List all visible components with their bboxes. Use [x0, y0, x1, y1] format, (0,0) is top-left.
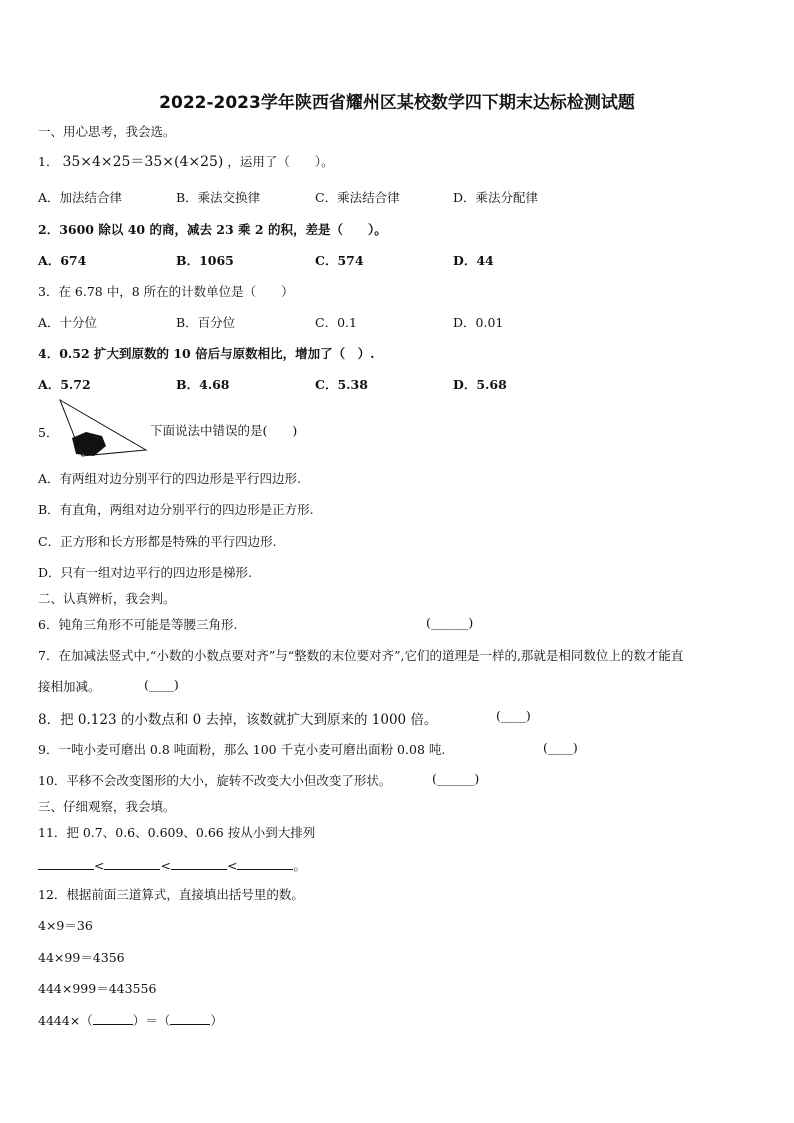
math-expression: 35×4×25＝35×(4×25) [62, 154, 224, 170]
question-8: 8．把 0.123 的小数点和 0 去掉，该数就扩大到原来的 1000 倍。 [38, 712, 438, 728]
q3-option-c: C．0.1 [315, 315, 357, 330]
q2-option-a: A．674 [38, 253, 87, 268]
page-title: 2022-2023学年陕西省耀州区某校数学四下期末达标检测试题 [159, 93, 635, 113]
end-period: 。 [293, 858, 306, 873]
answer-blank[interactable] [171, 857, 227, 870]
q3-option-b: B．百分位 [176, 315, 236, 330]
question-number: 1． [38, 154, 59, 169]
question-7-line-2: 接相加减。 [38, 679, 101, 694]
q12-equation-3: 444×999＝443556 [38, 981, 157, 996]
answer-blank[interactable] [104, 857, 160, 870]
triangle-shape-figure [58, 398, 150, 460]
q9-answer-paren: (____) [543, 740, 578, 755]
section-heading-2: 二、认真辨析，我会判。 [38, 591, 176, 606]
q2-option-c: C．574 [315, 253, 364, 268]
question-4: 4．0.52 扩大到原数的 10 倍后与原数相比，增加了（ ）. [38, 346, 375, 361]
q12-equation-2: 44×99＝4356 [38, 950, 125, 965]
q12-equation-4 [38, 1011, 223, 1029]
q6-answer-paren: (______) [426, 615, 474, 630]
less-than-sign: < [94, 858, 105, 873]
question-10: 10．平移不会改变图形的大小，旋转不改变大小但改变了形状。 [38, 773, 392, 788]
question-6: 6．钝角三角形不可能是等腰三角形. [38, 617, 238, 632]
section-heading-1: 一、用心思考，我会选。 [38, 124, 176, 139]
q5-option-b: B．有直角，两组对边分别平行的四边形是正方形. [38, 502, 314, 517]
q3-option-a: A．十分位 [38, 315, 98, 330]
answer-blank[interactable] [93, 1012, 133, 1025]
answer-blank[interactable] [38, 857, 94, 870]
equation-part: ）＝（ [132, 1013, 171, 1028]
q1-option-d: D．乘法分配律 [453, 190, 539, 205]
q5-option-a: A．有两组对边分别平行的四边形是平行四边形. [38, 471, 302, 486]
question-7-line-1: 7．在加减法竖式中,“小数的小数点要对齐”与“整数的末位要对齐”,它们的道理是一样的,那就是相同数位上的数才能直 [38, 648, 684, 663]
q4-option-d: D．5.68 [453, 377, 507, 392]
q1-option-b: B．乘法交换律 [176, 190, 261, 205]
q10-answer-paren: (______) [432, 771, 480, 786]
q3-option-d: D．0.01 [453, 315, 504, 330]
q7-answer-paren: (____) [144, 677, 179, 692]
shaded-region [72, 432, 106, 456]
q5-option-d: D．只有一组对边平行的四边形是梯形. [38, 565, 252, 580]
q5-option-c: C．正方形和长方形都是特殊的平行四边形. [38, 534, 277, 549]
equation-part: 4444×（ [38, 1013, 93, 1028]
question-11: 11．把 0.7、0.6、0.609、0.66 按从小到大排列 [38, 825, 316, 840]
q12-equation-1: 4×9＝36 [38, 918, 93, 933]
q8-answer-paren: (____) [496, 708, 531, 723]
q1-option-a: A．加法结合律 [38, 190, 123, 205]
question-text: ，运用了（ ）。 [227, 154, 334, 169]
equation-part: ） [210, 1013, 223, 1028]
q2-option-d: D．44 [453, 253, 494, 268]
question-5: 下面说法中错误的是( ) [150, 423, 298, 438]
less-than-sign: < [160, 858, 171, 873]
answer-blank[interactable] [170, 1012, 210, 1025]
question-3: 3．在 6.78 中，8 所在的计数单位是（ ） [38, 284, 294, 299]
question-12: 12．根据前面三道算式，直接填出括号里的数。 [38, 887, 304, 902]
q4-option-a: A．5.72 [38, 377, 91, 392]
answer-blank[interactable] [237, 857, 293, 870]
question-2: 2．3600 除以 40 的商，减去 23 乘 2 的积，差是（ ）。 [38, 222, 387, 237]
q4-option-c: C．5.38 [315, 377, 368, 392]
q1-option-c: C．乘法结合律 [315, 190, 400, 205]
q2-option-b: B．1065 [176, 253, 234, 268]
section-heading-3: 三、仔细观察，我会填。 [38, 799, 176, 814]
less-than-sign: < [226, 858, 238, 873]
question-9: 9．一吨小麦可磨出 0.8 吨面粉，那么 100 千克小麦可磨出面粉 0.08 吨. [38, 742, 446, 757]
q11-answer-row [38, 856, 306, 874]
question-5-number: 5． [38, 425, 59, 440]
question-1 [38, 151, 334, 171]
q4-option-b: B．4.68 [176, 377, 230, 392]
